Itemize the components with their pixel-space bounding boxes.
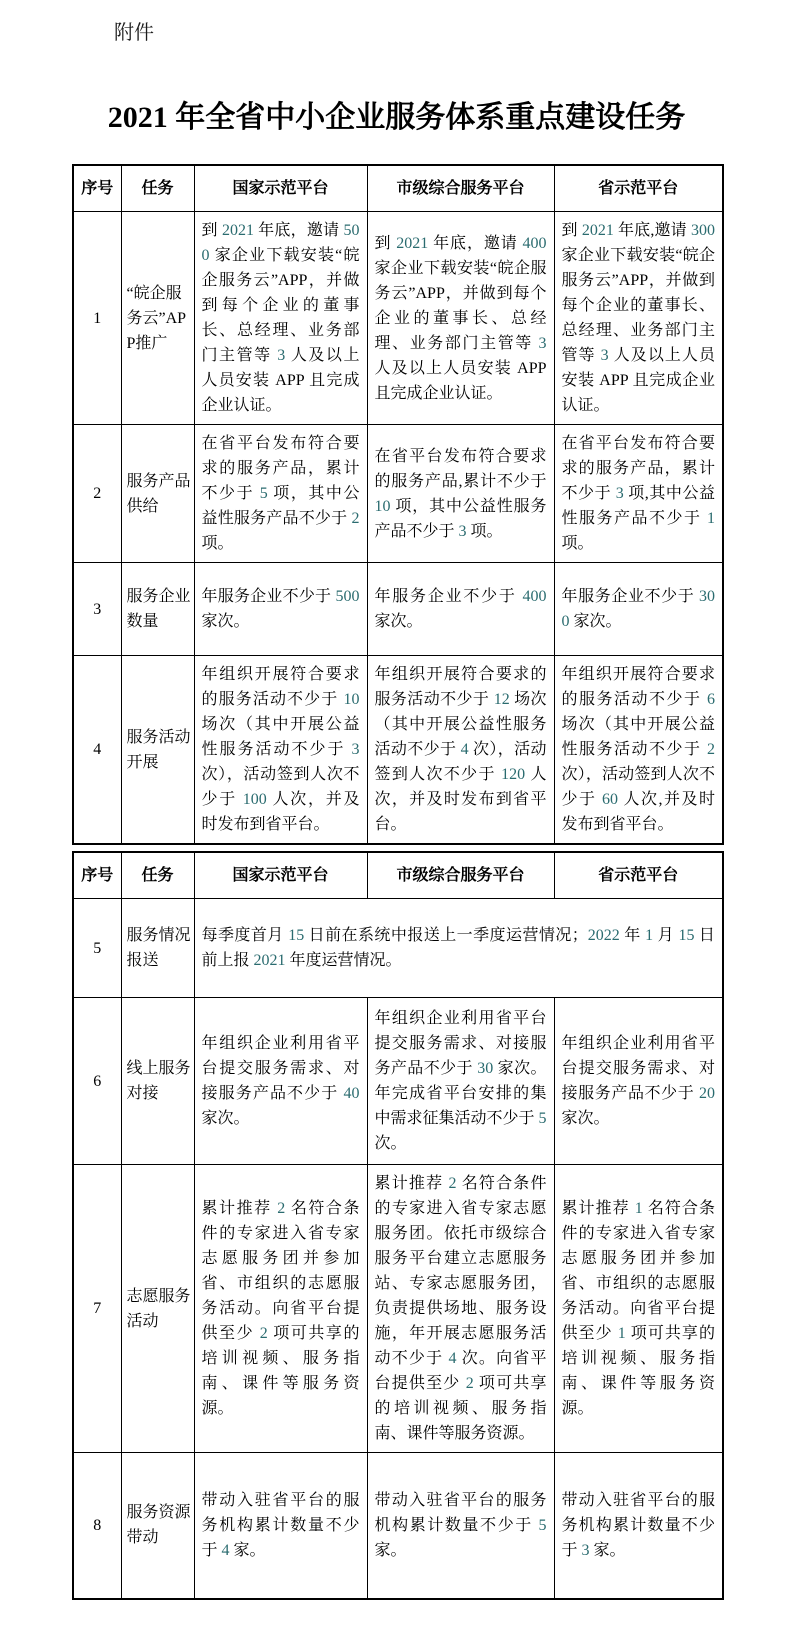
task-name: “皖企服务云”APP推广 — [121, 212, 194, 425]
merged-platform-cell: 每季度首月 15 日前在系统中报送上一季度运营情况；2022 年 1 月 15 日前上报 2021 年度运营情况。 — [194, 899, 723, 998]
header-national-platform: 国家示范平台 — [194, 165, 367, 212]
header-provincial-platform: 省示范平台 — [554, 165, 723, 212]
row-number: 6 — [73, 998, 121, 1165]
row-number: 3 — [73, 563, 121, 656]
row-number: 4 — [73, 656, 121, 845]
provincial-platform-cell: 年服务企业不少于 300 家次。 — [554, 563, 723, 656]
header-serial-number: 序号 — [73, 165, 121, 212]
provincial-platform-cell: 在省平台发布符合要求的服务产品，累计不少于 3 项,其中公益性服务产品不少于 1 项。 — [554, 425, 723, 563]
table-row — [73, 563, 723, 656]
national-platform-cell: 在省平台发布符合要求的服务产品，累计不少于 5 项，其中公益性服务产品不少于 2 项。 — [194, 425, 367, 563]
tasks-table-lower — [72, 851, 724, 1600]
provincial-platform-cell: 累计推荐 1 名符合条件的专家进入省专家志愿服务团并参加省、市组织的志愿服务活动。向省平台提供至少 1 项可共享的培训视频、服务指南、课件等服务资源。 — [554, 1165, 723, 1453]
row-number: 1 — [73, 212, 121, 425]
table-row — [73, 998, 723, 1165]
row-number: 8 — [73, 1453, 121, 1599]
national-platform-cell: 年组织企业利用省平台提交服务需求、对接服务产品不少于 40 家次。 — [194, 998, 367, 1165]
national-platform-cell: 累计推荐 2 名符合条件的专家进入省专家志愿服务团并参加省、市组织的志愿服务活动。向省平台提供至少 2 项可共享的培训视频、服务指南、课件等服务资源。 — [194, 1165, 367, 1453]
national-platform-cell: 到 2021 年底，邀请 500 家企业下载安装“皖企服务云”APP，并做到每个企业的董事长、总经理、业务部门主管等 3 人及以上人员安装 APP 且完成企业认证。 — [194, 212, 367, 425]
municipal-platform-cell: 带动入驻省平台的服务机构累计数量不少于 5 家。 — [367, 1453, 554, 1599]
provincial-platform-cell: 带动入驻省平台的服务机构累计数量不少于 3 家。 — [554, 1453, 723, 1599]
provincial-platform-cell: 年组织企业利用省平台提交服务需求、对接服务产品不少于 20 家次。 — [554, 998, 723, 1165]
row-number: 7 — [73, 1165, 121, 1453]
task-name: 服务企业数量 — [121, 563, 194, 656]
table-row — [73, 656, 723, 845]
municipal-platform-cell: 年组织开展符合要求的服务活动不少于 12 场次（其中开展公益性服务活动不少于 4 次），活动签到人次不少于 120 人次，并及时发布到省平台。 — [367, 656, 554, 845]
provincial-platform-cell: 年组织开展符合要求的服务活动不少于 6 场次（其中开展公益性服务活动不少于 2 次），活动签到人次不少于 60 人次,并及时发布到省平台。 — [554, 656, 723, 845]
row-number: 5 — [73, 899, 121, 998]
table-row — [73, 212, 723, 425]
municipal-platform-cell: 年组织企业利用省平台提交服务需求、对接服务产品不少于 30 家次。年完成省平台安排的集中需求征集活动不少于 5 次。 — [367, 998, 554, 1165]
task-name: 服务资源带动 — [121, 1453, 194, 1599]
task-name: 志愿服务活动 — [121, 1165, 194, 1453]
header-provincial-platform: 省示范平台 — [554, 852, 723, 899]
page-title: 2021 年全省中小企业服务体系重点建设任务 — [107, 101, 686, 134]
national-platform-cell: 带动入驻省平台的服务机构累计数量不少于 4 家。 — [194, 1453, 367, 1599]
tasks-table-upper — [72, 164, 724, 845]
header-row — [73, 852, 723, 899]
table-body-upper — [73, 212, 723, 845]
task-name: 服务产品供给 — [121, 425, 194, 563]
document-page — [0, 16, 793, 1600]
provincial-platform-cell: 到 2021 年底,邀请 300 家企业下载安装“皖企服务云”APP，并做到每个企业的董事长、总经理、业务部门主管等 3 人及以上人员安装 APP 且完成企业认证。 — [554, 212, 723, 425]
table-header — [73, 165, 723, 212]
national-platform-cell: 年服务企业不少于 500 家次。 — [194, 563, 367, 656]
national-platform-cell: 年组织开展符合要求的服务活动不少于 10 场次（其中开展公益性服务活动不少于 3 次），活动签到人次不少于 100 人次，并及时发布到省平台。 — [194, 656, 367, 845]
table-body-lower — [73, 899, 723, 1599]
header-municipal-platform: 市级综合服务平台 — [367, 852, 554, 899]
table-row — [73, 1165, 723, 1453]
table-header — [73, 852, 723, 899]
table-row — [73, 425, 723, 563]
task-name: 服务情况报送 — [121, 899, 194, 998]
table-row — [73, 1453, 723, 1599]
header-row — [73, 165, 723, 212]
header-task: 任务 — [121, 165, 194, 212]
municipal-platform-cell: 在省平台发布符合要求的服务产品,累计不少于 10 项，其中公益性服务产品不少于 3 项。 — [367, 425, 554, 563]
attachment-label: 附件 — [114, 22, 154, 44]
header-serial-number: 序号 — [73, 852, 121, 899]
header-task: 任务 — [121, 852, 194, 899]
task-name: 线上服务对接 — [121, 998, 194, 1165]
table-row — [73, 899, 723, 998]
municipal-platform-cell: 年服务企业不少于 400 家次。 — [367, 563, 554, 656]
header-national-platform: 国家示范平台 — [194, 852, 367, 899]
row-number: 2 — [73, 425, 121, 563]
municipal-platform-cell: 累计推荐 2 名符合条件的专家进入省专家志愿服务团。依托市级综合服务平台建立志愿服务站、专家志愿服务团，负责提供场地、服务设施，年开展志愿服务活动不少于 4 次。向省平台提供至少 2 项可共享的培训视频、服务指南、课件等服务资源。 — [367, 1165, 554, 1453]
header-municipal-platform: 市级综合服务平台 — [367, 165, 554, 212]
municipal-platform-cell: 到 2021 年底，邀请 400 家企业下载安装“皖企服务云”APP，并做到每个企业的董事长、总经理、业务部门主管等 3 人及以上人员安装 APP 且完成企业认证。 — [367, 212, 554, 425]
task-name: 服务活动开展 — [121, 656, 194, 845]
